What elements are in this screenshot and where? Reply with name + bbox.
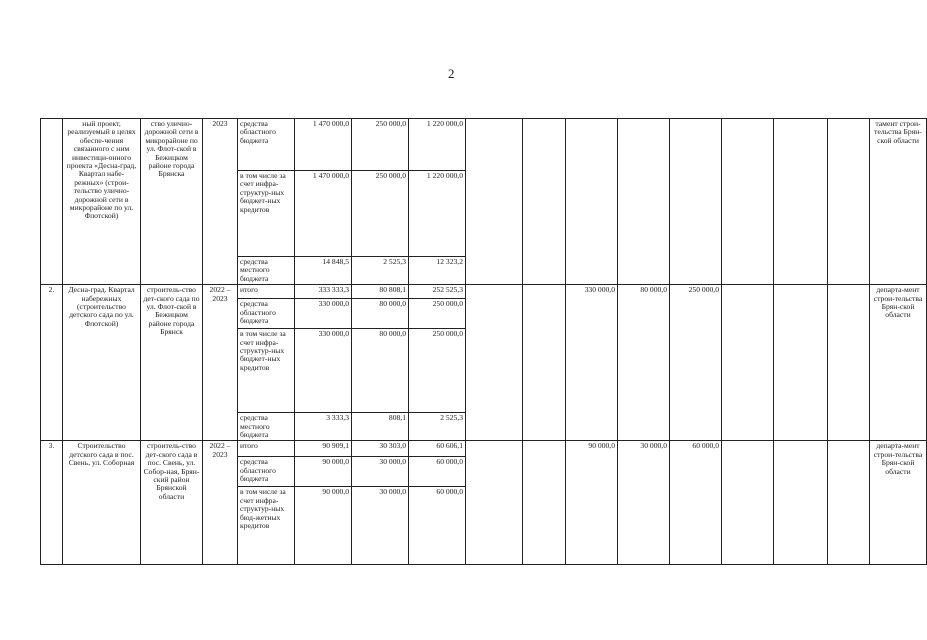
amount-total: 14 848,5 <box>295 257 352 285</box>
amount-year-1: 250 000,0 <box>352 171 409 257</box>
amount-total: 90 909,1 <box>295 441 352 457</box>
funding-source: средства областного бюджета <box>238 457 295 487</box>
funding-source: итого <box>238 285 295 299</box>
funding-source: в том числе за счет инфра-структур-ных бюд-жетных кредитов <box>238 487 295 565</box>
amount-year-1: 30 000,0 <box>352 487 409 565</box>
amount-total: 330 000,0 <box>295 329 352 413</box>
row-number: 3. <box>41 441 63 565</box>
amount-year-2: 1 220 000,0 <box>409 171 466 257</box>
implementation-period: 2023 <box>203 119 238 285</box>
amount-year-1: 808,1 <box>352 413 409 441</box>
plan-year-1: 80 000,0 <box>618 285 670 441</box>
amount-year-1: 2 525,3 <box>352 257 409 285</box>
funding-source: средства областного бюджета <box>238 119 295 171</box>
amount-year-1: 30 000,0 <box>352 457 409 487</box>
empty-cell <box>523 119 566 285</box>
empty-cell <box>466 119 523 285</box>
investment-projects-table <box>40 118 927 565</box>
project-name: Строительство детского сада в пос. Свень, ул. Соборная <box>63 441 141 565</box>
plan-year-2: 60 000,0 <box>670 441 722 565</box>
empty-cell <box>774 441 828 565</box>
empty-cell <box>466 285 523 441</box>
empty-cell <box>828 285 870 441</box>
empty-cell <box>828 119 870 285</box>
object-description: строитель-ство дет-ского сада в пос. Свень, ул. Собор-ная, Брян-ский район Брянской области <box>141 441 203 565</box>
amount-year-1: 80 000,0 <box>352 299 409 329</box>
amount-year-2: 60 606,1 <box>409 441 466 457</box>
plan-year-1: 30 000,0 <box>618 441 670 565</box>
funding-source: средства местного бюджета <box>238 413 295 441</box>
empty-cell <box>466 441 523 565</box>
executor: тамент строи-тельства Брян-ской области <box>870 119 927 285</box>
executor: департа-мент строи-тельства Брян-ской области <box>870 441 927 565</box>
amount-total: 1 470 000,0 <box>295 171 352 257</box>
funding-source: средства областного бюджета <box>238 299 295 329</box>
table-row <box>41 119 927 171</box>
implementation-period: 2022 – 2023 <box>203 285 238 441</box>
row-number: 2. <box>41 285 63 441</box>
empty-cell <box>523 285 566 441</box>
funding-source: средства местного бюджета <box>238 257 295 285</box>
plan-total: 330 000,0 <box>566 285 618 441</box>
row-number <box>41 119 63 285</box>
amount-year-1: 80 808,1 <box>352 285 409 299</box>
amount-total: 90 000,0 <box>295 487 352 565</box>
amount-year-1: 80 000,0 <box>352 329 409 413</box>
empty-cell <box>828 441 870 565</box>
object-description: строитель-ство дет-ского сада по ул. Флот-ской в Бежицком районе города Брянск <box>141 285 203 441</box>
plan-year-1 <box>618 119 670 285</box>
empty-cell <box>774 119 828 285</box>
empty-cell <box>523 441 566 565</box>
amount-year-2: 60 000,0 <box>409 457 466 487</box>
empty-cell <box>722 441 774 565</box>
project-name: Десна-град. Квартал набережных (строительство детского сада по ул. Флотской) <box>63 285 141 441</box>
amount-year-2: 2 525,3 <box>409 413 466 441</box>
page-number: 2 <box>448 66 455 81</box>
amount-total: 3 333,3 <box>295 413 352 441</box>
empty-cell <box>722 285 774 441</box>
amount-year-2: 252 525,3 <box>409 285 466 299</box>
amount-year-2: 250 000,0 <box>409 299 466 329</box>
plan-total <box>566 119 618 285</box>
amount-total: 90 000,0 <box>295 457 352 487</box>
amount-total: 1 470 000,0 <box>295 119 352 171</box>
funding-source: в том числе за счет инфра-структур-ных бюджет-ных кредитов <box>238 329 295 413</box>
executor: департа-мент строи-тельства Брян-ской области <box>870 285 927 441</box>
amount-year-1: 30 303,0 <box>352 441 409 457</box>
amount-year-2: 1 220 000,0 <box>409 119 466 171</box>
amount-year-2: 60 000,0 <box>409 487 466 565</box>
empty-cell <box>774 285 828 441</box>
plan-total: 90 000,0 <box>566 441 618 565</box>
project-name: ный проект, реализуемый в целях обеспе-чения связанного с ним инвестици-онного проекта «Десна-град, Квартал набе-режных» (строи-тельство улично-дорожной сети в микрорайоне по ул. Флотской) <box>63 119 141 285</box>
amount-year-1: 250 000,0 <box>352 119 409 171</box>
implementation-period: 2022 – 2023 <box>203 441 238 565</box>
empty-cell <box>722 119 774 285</box>
amount-year-2: 12 323,2 <box>409 257 466 285</box>
plan-year-2: 250 000,0 <box>670 285 722 441</box>
table-row <box>41 285 927 299</box>
table-row <box>41 441 927 457</box>
amount-year-2: 250 000,0 <box>409 329 466 413</box>
funding-source: в том числе за счет инфра-структур-ных бюджет-ных кредитов <box>238 171 295 257</box>
amount-total: 330 000,0 <box>295 299 352 329</box>
object-description: ство улично-дорожной сети в микрорайоне по ул. Флот-ской в Бежицком районе города Брянска <box>141 119 203 285</box>
funding-source: итого <box>238 441 295 457</box>
plan-year-2 <box>670 119 722 285</box>
amount-total: 333 333,3 <box>295 285 352 299</box>
